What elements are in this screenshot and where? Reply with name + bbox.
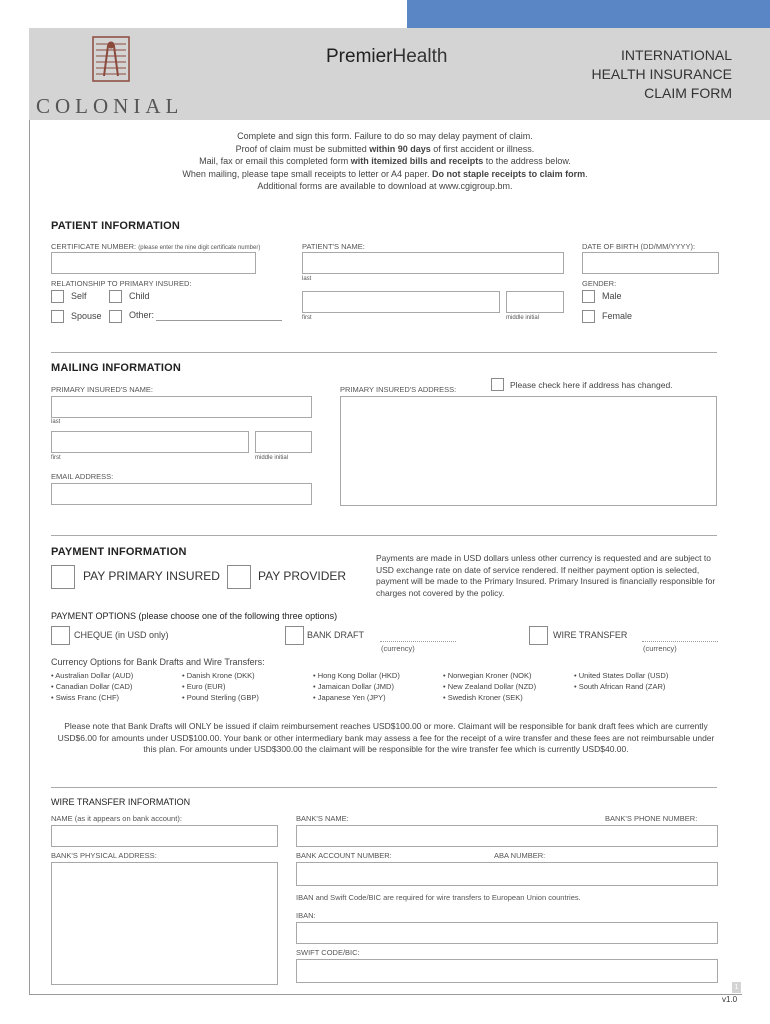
- swift-label: SWIFT CODE/BIC:: [296, 948, 360, 957]
- payment-section-heading: PAYMENT INFORMATION: [51, 546, 187, 558]
- wire-transfer-checkbox[interactable]: [529, 626, 548, 645]
- currency-option: • Hong Kong Dollar (HKD): [313, 671, 400, 680]
- currency-column: [574, 670, 668, 692]
- self-label: Self: [71, 291, 87, 301]
- instruction-line: Additional forms are available to download at www.cgigroup.bm.: [257, 181, 513, 191]
- section-divider: [51, 535, 717, 536]
- self-checkbox[interactable]: [51, 290, 64, 303]
- currency-option: • Danish Krone (DKK): [182, 671, 255, 680]
- bank-name-label: BANK'S NAME:: [296, 814, 349, 823]
- currency-option: • Japanese Yen (JPY): [313, 693, 386, 702]
- iban-label: IBAN:: [296, 911, 316, 920]
- currency-option: • Pound Sterling (GBP): [182, 693, 259, 702]
- label-hint: (please enter the nine digit certificate number): [138, 245, 261, 251]
- wire-transfer-label: WIRE TRANSFER: [553, 630, 628, 640]
- iban-input[interactable]: [296, 922, 718, 944]
- other-input[interactable]: [156, 320, 282, 321]
- pay-provider-checkbox[interactable]: [227, 565, 251, 589]
- bank-draft-label: BANK DRAFT: [307, 630, 365, 640]
- wire-currency-input[interactable]: [642, 641, 718, 642]
- last-name-hint: last: [302, 276, 312, 282]
- bank-draft-currency-input[interactable]: [380, 641, 456, 642]
- cheque-checkbox[interactable]: [51, 626, 70, 645]
- swift-input[interactable]: [296, 959, 718, 983]
- title-line-3: CLAIM FORM: [644, 85, 732, 101]
- currency-column: [443, 670, 536, 703]
- insured-last-name-input[interactable]: [51, 396, 312, 418]
- pay-primary-checkbox[interactable]: [51, 565, 75, 589]
- bank-address-input[interactable]: [51, 862, 278, 985]
- email-label: EMAIL ADDRESS:: [51, 472, 114, 481]
- child-checkbox[interactable]: [109, 290, 122, 303]
- currency-column: [313, 670, 400, 703]
- middle-initial-hint: middle initial: [506, 315, 540, 321]
- account-number-input[interactable]: [296, 862, 718, 886]
- brand-light: Health: [392, 46, 448, 67]
- account-name-input[interactable]: [51, 825, 278, 847]
- currency-option: • United States Dollar (USD): [574, 671, 669, 680]
- bank-phone-label: BANK'S PHONE NUMBER:: [605, 814, 698, 823]
- iban-note: IBAN and Swift Code/BIC are required for wire transfers to European Union countries.: [296, 893, 581, 902]
- pay-provider-label: PAY PROVIDER: [258, 569, 347, 583]
- currency-hint: (currency): [643, 644, 677, 653]
- last-name-hint: last: [51, 419, 61, 425]
- currency-option: • Swedish Kroner (SEK): [443, 693, 523, 702]
- title-line-1: INTERNATIONAL: [621, 47, 732, 63]
- insured-address-input[interactable]: [340, 396, 717, 506]
- relationship-label: RELATIONSHIP TO PRIMARY INSURED:: [51, 279, 192, 288]
- section-divider: [51, 352, 717, 353]
- patient-name-label: PATIENT'S NAME:: [302, 242, 365, 251]
- payment-options-heading: PAYMENT OPTIONS (please choose one of the following three options): [51, 611, 338, 621]
- address-changed-label: Please check here if address has changed.: [510, 380, 673, 390]
- insured-address-label: PRIMARY INSURED'S ADDRESS:: [340, 385, 457, 394]
- currency-option: • Euro (EUR): [182, 682, 226, 691]
- pay-primary-label: PAY PRIMARY INSURED: [83, 569, 220, 583]
- certificate-label: [51, 242, 260, 251]
- email-input[interactable]: [51, 483, 312, 505]
- dob-input[interactable]: [582, 252, 719, 274]
- currency-hint: (currency): [381, 644, 415, 653]
- currency-column: [51, 670, 133, 703]
- child-label: Child: [129, 291, 150, 301]
- wire-section-heading: WIRE TRANSFER INFORMATION: [51, 797, 191, 807]
- text-bold: Do not staple receipts to claim form: [432, 168, 586, 179]
- instructions: [100, 130, 670, 193]
- female-checkbox[interactable]: [582, 310, 595, 323]
- other-checkbox[interactable]: [109, 310, 122, 323]
- patient-section-heading: PATIENT INFORMATION: [51, 220, 181, 232]
- insured-first-name-input[interactable]: [51, 431, 249, 453]
- gender-label: GENDER:: [582, 279, 617, 288]
- aba-label: ABA NUMBER:: [494, 851, 546, 860]
- section-divider: [51, 787, 717, 788]
- text: to the address below.: [483, 156, 571, 166]
- first-name-hint: first: [51, 455, 61, 461]
- currency-option: • Australian Dollar (AUD): [51, 671, 134, 680]
- bank-address-label: BANK'S PHYSICAL ADDRESS:: [51, 851, 157, 860]
- title-line-2: HEALTH INSURANCE: [591, 66, 732, 82]
- text-bold: with itemized bills and receipts: [350, 156, 484, 166]
- dob-label: DATE OF BIRTH (DD/MM/YYYY):: [582, 242, 696, 251]
- spouse-checkbox[interactable]: [51, 310, 64, 323]
- brand-bold: Premier: [326, 46, 393, 67]
- spouse-label: Spouse: [71, 311, 102, 321]
- currency-option: • Swiss Franc (CHF): [51, 693, 120, 702]
- header-accent-bar: [407, 0, 770, 28]
- bank-draft-checkbox[interactable]: [285, 626, 304, 645]
- instruction-line: [100, 155, 670, 168]
- bank-name-input[interactable]: [296, 825, 718, 847]
- brand-name: [326, 46, 447, 68]
- cheque-label: CHEQUE (in USD only): [74, 630, 169, 640]
- instruction-line: Complete and sign this form. Failure to do so may delay payment of claim.: [237, 131, 533, 141]
- address-changed-checkbox[interactable]: [491, 378, 504, 391]
- patient-last-name-input[interactable]: [302, 252, 564, 274]
- text: Proof of claim must be submitted: [235, 143, 370, 154]
- label-text: CERTIFICATE NUMBER:: [51, 242, 137, 251]
- insured-name-label: PRIMARY INSURED'S NAME:: [51, 385, 154, 394]
- certificate-number-input[interactable]: [51, 252, 256, 274]
- middle-initial-hint: middle initial: [255, 455, 289, 461]
- patient-first-name-input[interactable]: [302, 291, 500, 313]
- currency-option: • Norwegian Kroner (NOK): [443, 671, 532, 680]
- text: When mailing, please tape small receipts to letter or A4 paper.: [182, 168, 433, 179]
- patient-middle-initial-input[interactable]: [506, 291, 564, 313]
- version-label: v1.0: [722, 995, 738, 1004]
- currency-option: • Canadian Dollar (CAD): [51, 682, 133, 691]
- text-bold: within 90 days: [369, 143, 431, 154]
- currency-option: • South African Rand (ZAR): [574, 682, 666, 691]
- form-title: [591, 46, 732, 103]
- colonial-logo-icon: [92, 36, 130, 82]
- female-label: Female: [602, 311, 633, 321]
- text: .: [585, 168, 588, 179]
- colonial-logo-text: COLONIAL: [36, 94, 184, 118]
- account-number-label: BANK ACCOUNT NUMBER:: [296, 851, 392, 860]
- instruction-line: [100, 168, 670, 181]
- first-name-hint: first: [302, 315, 312, 321]
- other-label: Other:: [129, 310, 155, 320]
- currency-option: • New Zealand Dollar (NZD): [443, 682, 537, 691]
- mailing-section-heading: MAILING INFORMATION: [51, 362, 182, 374]
- male-checkbox[interactable]: [582, 290, 595, 303]
- payment-note: Payments are made in USD dollars unless other currency is requested and are subject to USD exchange rate on date of service rendered. If neither payment option is selected, payment will be made to the Primary Insured. Primary Insured is financially responsible for charges not covered by the policy.: [376, 553, 716, 598]
- text: of first accident or illness.: [430, 143, 535, 154]
- account-name-label: NAME (as it appears on bank account):: [51, 814, 182, 823]
- currency-options-heading: Currency Options for Bank Drafts and Wire Transfers:: [51, 657, 265, 667]
- currency-option: • Jamaican Dollar (JMD): [313, 682, 394, 691]
- text: Mail, fax or email this completed form: [199, 156, 351, 166]
- male-label: Male: [602, 291, 622, 301]
- insured-middle-initial-input[interactable]: [255, 431, 312, 453]
- fee-note: Please note that Bank Drafts will ONLY be issued if claim reimbursement reaches USD$100.00 or more. Claimant will be responsible for bank draft fees which are currently USD$6.00 for amounts under USD$100.00. Your bank or other intermediary bank may assess a fee for the receipt of a wire transfer and these fees are not reimbursable under this plan. For amounts under USD$300.00 the claimant will be responsible for the wire transfer fee which is currently USD$40.00.: [57, 721, 715, 754]
- page-number: 1: [732, 982, 741, 993]
- currency-column: [182, 670, 259, 703]
- instruction-line: [100, 143, 670, 156]
